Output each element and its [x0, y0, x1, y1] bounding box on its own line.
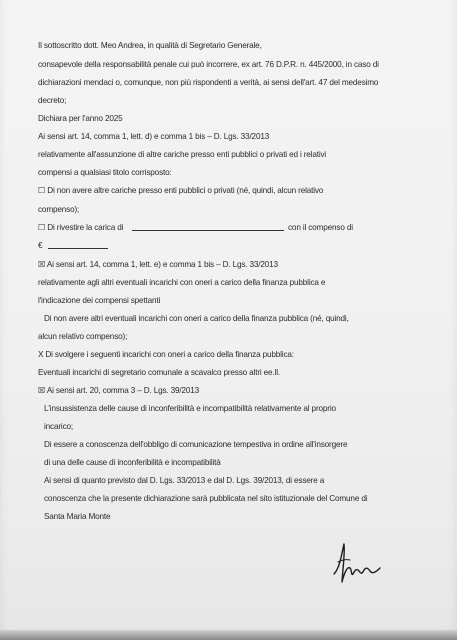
text-line: alcun relativo compenso);: [38, 332, 128, 341]
text-line: Eventuali incarichi di segretario comunale a scavalco presso altri ee.ll.: [38, 368, 280, 377]
checkbox-option: ☐ Di rivestire la carica di: [38, 223, 124, 232]
section-heading: ☒ Ai sensi art. 14, comma 1, lett. e) e comma 1 bis – D. Lgs. 33/2013: [38, 260, 278, 269]
section-heading: Ai sensi art. 14, comma 1, lett. d) e comma 1 bis – D. Lgs. 33/2013: [38, 132, 270, 141]
section-heading: ☒ Ai sensi art. 20, comma 3 – D. Lgs. 39/2013: [38, 386, 200, 395]
text-line: relativamente agli altri eventuali incarichi con oneri a carico della finanza pubblica e: [38, 278, 326, 287]
handwritten-signature: [328, 538, 388, 586]
text-line: l'indicazione dei compensi spettanti: [38, 296, 161, 305]
checkbox-option: ☐ Di non avere altre cariche presso enti pubblici o privati (né, quindi, alcun relativo: [38, 186, 324, 195]
text-line: compensi a qualsiasi titolo corrisposto:: [38, 168, 172, 177]
text-line: decreto;: [38, 96, 67, 105]
text-line: di una delle cause di inconferibilità e incompatibilità: [44, 458, 221, 467]
checkbox-option: X Di svolgere i seguenti incarichi con oneri a carico della finanza pubblica:: [38, 350, 294, 359]
text-line: conoscenza che la presente dichiarazione sarà pubblicata nel sito istituzionale del Comune di: [44, 494, 368, 503]
text-line: compenso);: [38, 205, 80, 214]
text-line: Di non avere altri eventuali incarichi con oneri a carico della finanza pubblica (né, quindi,: [44, 314, 349, 323]
declaration-heading: Dichiara per l'anno 2025: [38, 114, 123, 123]
currency-label: €: [38, 241, 43, 250]
opening-line: Il sottoscritto dott. Meo Andrea, in qualità di Segretario Generale,: [38, 41, 262, 50]
table-surface: [0, 630, 457, 640]
text-line: Di essere a conoscenza dell'obbligo di comunicazione tempestiva in ordine all'insorgere: [44, 440, 348, 449]
text-line: L'insussistenza delle cause di inconferibilità e incompatibilità relativamente al proprio: [44, 404, 336, 413]
municipality-name: Santa Maria Monte: [44, 512, 111, 521]
text-line: relativamente all'assunzione di altre cariche presso enti pubblici o privati ed i relativi: [38, 150, 327, 159]
role-blank-line: [132, 222, 284, 231]
text-line: con il compenso di: [288, 223, 353, 232]
text-line: Ai sensi di quanto previsto dal D. Lgs. 33/2013 e dal D. Lgs. 39/2013, di essere a: [44, 476, 325, 485]
text-line: dichiarazioni mendaci o, comunque, non più rispondenti a verità, ai sensi dell'art. 47 del medesimo: [38, 78, 379, 87]
text-line: consapevole della responsabilità penale cui può incorrere, ex art. 76 D.P.R. n. 445/2000, in caso di: [38, 60, 379, 69]
amount-blank-line: [48, 240, 108, 249]
text-line: incarico;: [44, 422, 74, 431]
